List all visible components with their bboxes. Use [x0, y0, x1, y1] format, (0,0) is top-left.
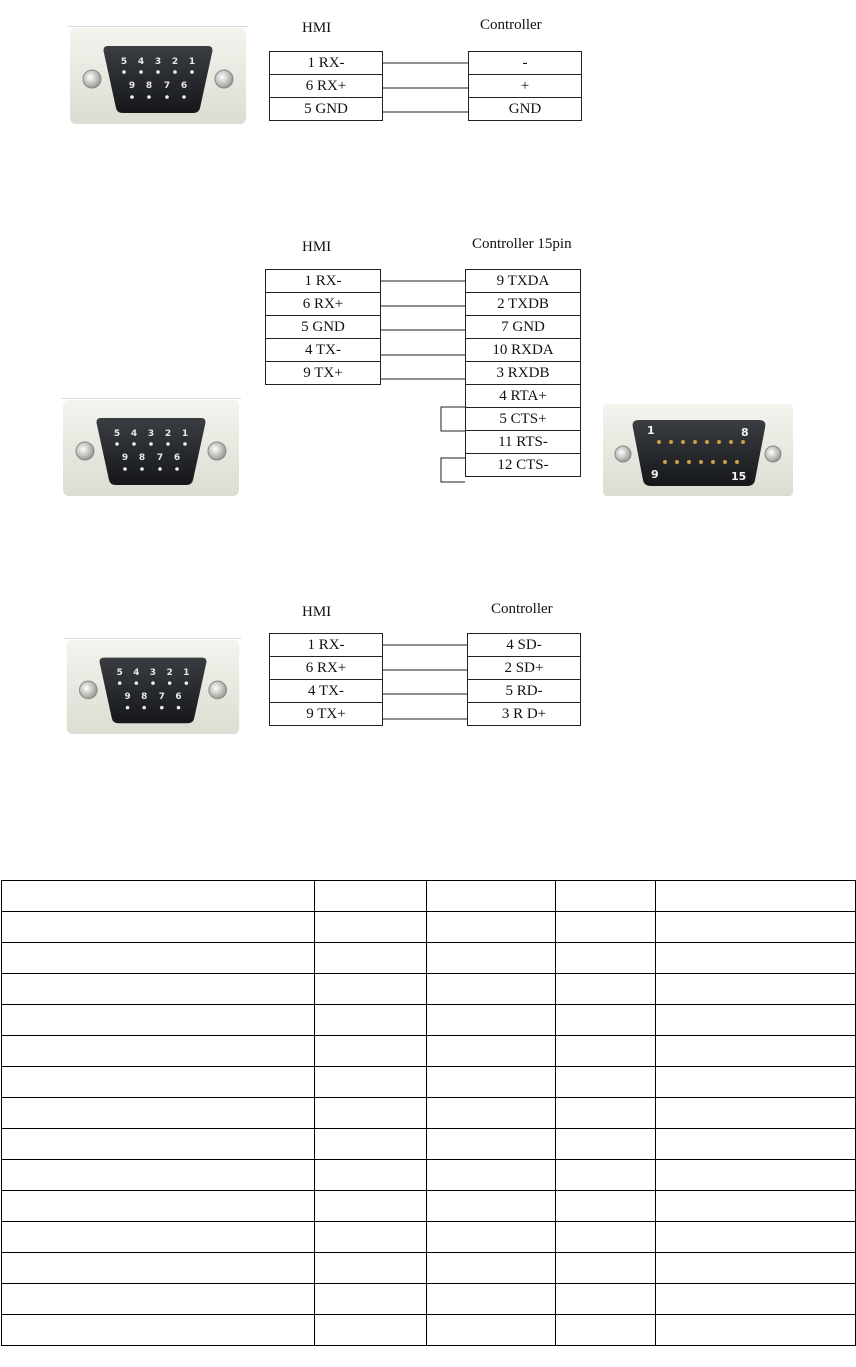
table-cell — [315, 1191, 427, 1222]
pin-label: 5 — [120, 57, 128, 67]
table-cell — [656, 1098, 856, 1129]
table-cell — [2, 1067, 315, 1098]
table-row — [2, 1222, 856, 1253]
table-cell — [2, 1253, 315, 1284]
table-cell — [555, 1222, 656, 1253]
table-cell — [2, 1222, 315, 1253]
controller-pin: - — [469, 52, 582, 75]
table-cell — [555, 974, 656, 1005]
pin-label: 9 — [651, 468, 659, 481]
table-cell — [426, 1036, 555, 1067]
controller-pin: 7 GND — [466, 316, 581, 339]
table-cell — [2, 1005, 315, 1036]
table-cell — [656, 1067, 856, 1098]
pin-label: 8 — [145, 81, 153, 91]
table-cell — [2, 1284, 315, 1315]
controller-pin: 12 CTS- — [466, 454, 581, 477]
table-cell — [2, 1191, 315, 1222]
table-cell — [656, 1222, 856, 1253]
table-cell — [426, 1222, 555, 1253]
table-row — [2, 1129, 856, 1160]
hmi-label: HMI — [302, 604, 332, 620]
table-cell — [555, 912, 656, 943]
table-cell — [315, 1160, 427, 1191]
hmi-pin: 9 TX+ — [270, 703, 383, 726]
table-cell — [555, 881, 656, 912]
table-cell — [315, 1005, 427, 1036]
table-cell — [426, 1160, 555, 1191]
hmi-pin: 1 RX- — [270, 52, 383, 75]
table-row — [2, 1036, 856, 1067]
table-cell — [2, 1129, 315, 1160]
hmi-pin: 6 RX+ — [270, 657, 383, 680]
table-row — [2, 1253, 856, 1284]
table-cell — [555, 1191, 656, 1222]
table-cell — [315, 974, 427, 1005]
table-cell — [426, 974, 555, 1005]
table-cell — [656, 1253, 856, 1284]
controller-pin: 2 TXDB — [466, 293, 581, 316]
table-cell — [656, 1160, 856, 1191]
controller-pin: 10 RXDA — [466, 339, 581, 362]
table-cell — [555, 1129, 656, 1160]
controller-pin: 3 R D+ — [468, 703, 581, 726]
table-cell — [2, 881, 315, 912]
db9-connector-icon — [60, 398, 242, 498]
table-cell — [555, 1098, 656, 1129]
table-cell — [426, 1284, 555, 1315]
pin-label: 6 — [175, 691, 182, 702]
table-row — [2, 1191, 856, 1222]
table-cell — [656, 974, 856, 1005]
table-row — [2, 912, 856, 943]
table-cell — [315, 1129, 427, 1160]
table-row — [2, 1067, 856, 1098]
table-cell — [2, 1315, 315, 1346]
wiring-lines — [0, 620, 856, 750]
table-cell — [315, 881, 427, 912]
table-cell — [656, 943, 856, 974]
table-cell — [656, 881, 856, 912]
hmi-pin: 9 TX+ — [266, 362, 381, 385]
table-cell — [315, 943, 427, 974]
table-cell — [315, 1067, 427, 1098]
table-cell — [2, 912, 315, 943]
table-cell — [656, 1284, 856, 1315]
table-cell — [315, 912, 427, 943]
pin-label: 4 — [137, 57, 145, 67]
table-row — [2, 1284, 856, 1315]
pin-label: 1 — [181, 429, 189, 439]
table-cell — [426, 1098, 555, 1129]
table-cell — [315, 1098, 427, 1129]
pin-label: 4 — [130, 429, 138, 439]
pin-label: 9 — [128, 81, 136, 91]
controller-pin: 2 SD+ — [468, 657, 581, 680]
hmi-pin: 1 RX- — [266, 270, 381, 293]
pin-label: 5 — [113, 429, 121, 439]
hmi-label: HMI — [302, 20, 332, 36]
controller-pin: + — [469, 75, 582, 98]
controller-label: Controller 15pin — [472, 236, 572, 252]
controller-pin: 9 TXDA — [466, 270, 581, 293]
pin-label: 5 — [116, 668, 123, 679]
pin-label: 8 — [138, 453, 146, 463]
hmi-pin: 6 RX+ — [266, 293, 381, 316]
controller-label: Controller — [491, 601, 553, 617]
table-cell — [555, 943, 656, 974]
table-cell — [426, 1067, 555, 1098]
hmi-label: HMI — [302, 239, 332, 255]
table-cell — [656, 1129, 856, 1160]
table-cell — [426, 1129, 555, 1160]
table-cell — [2, 943, 315, 974]
hmi-pin: 1 RX- — [270, 634, 383, 657]
pin-label: 3 — [147, 429, 155, 439]
table-cell — [656, 912, 856, 943]
table-row — [2, 1005, 856, 1036]
table-cell — [2, 974, 315, 1005]
table-cell — [426, 881, 555, 912]
table-cell — [656, 1036, 856, 1067]
pin-label: 3 — [154, 57, 162, 67]
table-cell — [315, 1036, 427, 1067]
table-cell — [555, 1284, 656, 1315]
table-cell — [555, 1036, 656, 1067]
table-cell — [656, 1005, 856, 1036]
table-cell — [656, 1315, 856, 1346]
hmi-pin: 6 RX+ — [270, 75, 383, 98]
controller-pin: 4 RTA+ — [466, 385, 581, 408]
empty-grid-table — [1, 880, 856, 1346]
table-cell — [315, 1253, 427, 1284]
pin-label: 3 — [149, 668, 157, 679]
table-cell — [555, 1067, 656, 1098]
table-cell — [426, 1315, 555, 1346]
hmi-pin: 4 TX- — [270, 680, 383, 703]
table-cell — [555, 1160, 656, 1191]
controller-pin: 3 RXDB — [466, 362, 581, 385]
pin-label: 8 — [741, 426, 749, 439]
pin-label: 15 — [731, 470, 747, 483]
hmi-pin: 4 TX- — [266, 339, 381, 362]
pin-label: 9 — [121, 453, 129, 463]
pin-label: 7 — [156, 453, 164, 463]
table-cell — [315, 1222, 427, 1253]
table-row — [2, 1160, 856, 1191]
table-cell — [426, 1191, 555, 1222]
table-cell — [555, 1253, 656, 1284]
table-row — [2, 974, 856, 1005]
controller-label: Controller — [480, 17, 542, 33]
table-row — [2, 943, 856, 974]
table-cell — [2, 1036, 315, 1067]
controller-pin: 11 RTS- — [466, 431, 581, 454]
controller-pin: 5 CTS+ — [466, 408, 581, 431]
table-cell — [426, 1253, 555, 1284]
pin-label: 1 — [188, 57, 196, 67]
controller-pin: GND — [469, 98, 582, 121]
pin-label: 9 — [124, 691, 131, 702]
pin-label: 8 — [141, 691, 148, 702]
pin-label: 2 — [171, 57, 179, 67]
table-row — [2, 881, 856, 912]
pin-label: 1 — [647, 424, 655, 437]
table-row — [2, 1098, 856, 1129]
controller-pin: 4 SD- — [468, 634, 581, 657]
table-cell — [426, 912, 555, 943]
pin-label: 7 — [158, 691, 165, 702]
table-cell — [555, 1005, 656, 1036]
pin-label: 2 — [166, 668, 173, 679]
table-row — [2, 1315, 856, 1346]
controller-pin: 5 RD- — [468, 680, 581, 703]
hmi-pin: 5 GND — [266, 316, 381, 339]
pin-label: 7 — [163, 81, 171, 91]
table-cell — [2, 1098, 315, 1129]
hmi-pin: 5 GND — [270, 98, 383, 121]
pin-label: 4 — [133, 668, 140, 679]
pin-label: 1 — [183, 668, 190, 679]
db15-connector-icon — [603, 404, 793, 496]
pin-label: 6 — [173, 453, 181, 463]
table-cell — [315, 1315, 427, 1346]
table-cell — [315, 1284, 427, 1315]
table-cell — [426, 943, 555, 974]
table-cell — [426, 1005, 555, 1036]
wiring-lines — [0, 0, 856, 150]
table-cell — [656, 1191, 856, 1222]
table-cell — [2, 1160, 315, 1191]
pin-label: 6 — [180, 81, 188, 91]
pin-label: 2 — [164, 429, 172, 439]
table-cell — [555, 1315, 656, 1346]
